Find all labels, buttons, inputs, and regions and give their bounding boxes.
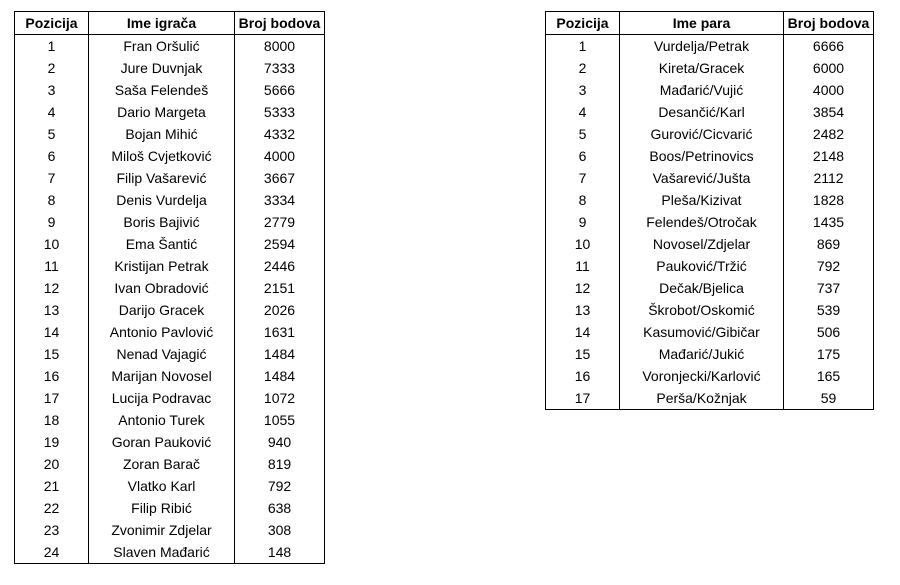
cell-name: Dečak/Bjelica <box>620 277 784 299</box>
table-row <box>15 343 325 365</box>
cell-position: 13 <box>546 299 620 321</box>
table-row <box>546 343 874 365</box>
cell-name: Pauković/Tržić <box>620 255 784 277</box>
col-header-pair-name: Ime para <box>620 12 784 35</box>
cell-position: 16 <box>546 365 620 387</box>
cell-position: 17 <box>546 387 620 410</box>
cell-points: 2151 <box>235 277 325 299</box>
table-row <box>15 387 325 409</box>
cell-name: Voronjecki/Karlović <box>620 365 784 387</box>
table-row <box>15 189 325 211</box>
col-header-position: Pozicija <box>546 12 620 35</box>
cell-name: Kireta/Gracek <box>620 57 784 79</box>
cell-name: Dario Margeta <box>89 101 235 123</box>
cell-points: 4000 <box>235 145 325 167</box>
cell-position: 11 <box>15 255 89 277</box>
cell-name: Lucija Podravac <box>89 387 235 409</box>
cell-position: 6 <box>15 145 89 167</box>
cell-name: Fran Oršulić <box>89 35 235 58</box>
cell-points: 2446 <box>235 255 325 277</box>
table-row <box>546 299 874 321</box>
pairs-ranking-table <box>545 11 874 410</box>
cell-points: 2779 <box>235 211 325 233</box>
cell-name: Ema Šantić <box>89 233 235 255</box>
cell-points: 1072 <box>235 387 325 409</box>
cell-points: 539 <box>784 299 874 321</box>
cell-points: 1055 <box>235 409 325 431</box>
table-row <box>546 57 874 79</box>
cell-points: 3854 <box>784 101 874 123</box>
cell-points: 792 <box>235 475 325 497</box>
cell-points: 5333 <box>235 101 325 123</box>
cell-points: 940 <box>235 431 325 453</box>
cell-position: 1 <box>15 35 89 58</box>
col-header-position: Pozicija <box>15 12 89 35</box>
cell-points: 2112 <box>784 167 874 189</box>
cell-name: Vurdelja/Petrak <box>620 35 784 58</box>
cell-name: Vlatko Karl <box>89 475 235 497</box>
players-table-body <box>15 35 325 564</box>
cell-position: 15 <box>15 343 89 365</box>
cell-points: 506 <box>784 321 874 343</box>
cell-points: 3334 <box>235 189 325 211</box>
cell-points: 1484 <box>235 343 325 365</box>
cell-position: 1 <box>546 35 620 58</box>
table-row <box>15 167 325 189</box>
cell-position: 15 <box>546 343 620 365</box>
cell-name: Škrobot/Oskomić <box>620 299 784 321</box>
cell-name: Goran Pauković <box>89 431 235 453</box>
cell-name: Bojan Mihić <box>89 123 235 145</box>
table-row <box>15 101 325 123</box>
cell-position: 7 <box>15 167 89 189</box>
cell-points: 148 <box>235 541 325 564</box>
cell-points: 638 <box>235 497 325 519</box>
table-row <box>15 321 325 343</box>
cell-position: 17 <box>15 387 89 409</box>
cell-points: 8000 <box>235 35 325 58</box>
cell-points: 1631 <box>235 321 325 343</box>
table-row <box>546 365 874 387</box>
cell-position: 22 <box>15 497 89 519</box>
cell-points: 1828 <box>784 189 874 211</box>
table-row <box>546 123 874 145</box>
cell-position: 3 <box>15 79 89 101</box>
col-header-player-name: Ime igrača <box>89 12 235 35</box>
cell-name: Zoran Barač <box>89 453 235 475</box>
pairs-table-body <box>546 35 874 410</box>
table-row <box>15 211 325 233</box>
cell-points: 2482 <box>784 123 874 145</box>
table-row <box>15 453 325 475</box>
cell-position: 20 <box>15 453 89 475</box>
cell-name: Jure Duvnjak <box>89 57 235 79</box>
table-row <box>15 123 325 145</box>
cell-points: 1435 <box>784 211 874 233</box>
cell-position: 16 <box>15 365 89 387</box>
table-row <box>546 255 874 277</box>
table-row <box>546 101 874 123</box>
cell-name: Desančić/Karl <box>620 101 784 123</box>
cell-position: 24 <box>15 541 89 564</box>
cell-points: 792 <box>784 255 874 277</box>
cell-position: 4 <box>15 101 89 123</box>
cell-name: Novosel/Zdjelar <box>620 233 784 255</box>
cell-position: 7 <box>546 167 620 189</box>
cell-position: 23 <box>15 519 89 541</box>
header-row <box>546 12 874 35</box>
table-row <box>15 57 325 79</box>
cell-name: Kasumović/Gibičar <box>620 321 784 343</box>
cell-position: 11 <box>546 255 620 277</box>
table-row <box>15 79 325 101</box>
cell-points: 59 <box>784 387 874 410</box>
cell-points: 165 <box>784 365 874 387</box>
cell-name: Perša/Kožnjak <box>620 387 784 410</box>
table-row <box>15 35 325 58</box>
cell-points: 869 <box>784 233 874 255</box>
cell-points: 3667 <box>235 167 325 189</box>
cell-name: Mađarić/Vujić <box>620 79 784 101</box>
table-row <box>15 497 325 519</box>
table-row <box>15 431 325 453</box>
cell-position: 10 <box>15 233 89 255</box>
cell-points: 737 <box>784 277 874 299</box>
col-header-points: Broj bodova <box>235 12 325 35</box>
table-row <box>15 519 325 541</box>
cell-points: 6666 <box>784 35 874 58</box>
table-row <box>546 79 874 101</box>
cell-position: 4 <box>546 101 620 123</box>
table-row <box>15 475 325 497</box>
cell-position: 6 <box>546 145 620 167</box>
table-row <box>546 233 874 255</box>
cell-points: 4000 <box>784 79 874 101</box>
table-row <box>546 387 874 410</box>
cell-name: Gurović/Cicvarić <box>620 123 784 145</box>
cell-points: 2594 <box>235 233 325 255</box>
cell-points: 7333 <box>235 57 325 79</box>
cell-position: 5 <box>546 123 620 145</box>
cell-name: Slaven Mađarić <box>89 541 235 564</box>
cell-name: Darijo Gracek <box>89 299 235 321</box>
cell-name: Kristijan Petrak <box>89 255 235 277</box>
cell-points: 308 <box>235 519 325 541</box>
players-ranking-table <box>14 11 325 564</box>
cell-position: 5 <box>15 123 89 145</box>
cell-name: Mađarić/Jukić <box>620 343 784 365</box>
cell-name: Marijan Novosel <box>89 365 235 387</box>
table-row <box>15 541 325 564</box>
cell-position: 12 <box>15 277 89 299</box>
table-row <box>546 145 874 167</box>
cell-points: 2026 <box>235 299 325 321</box>
table-row <box>546 189 874 211</box>
cell-position: 10 <box>546 233 620 255</box>
cell-points: 175 <box>784 343 874 365</box>
cell-position: 9 <box>15 211 89 233</box>
cell-position: 8 <box>546 189 620 211</box>
cell-position: 9 <box>546 211 620 233</box>
cell-position: 19 <box>15 431 89 453</box>
table-row <box>546 277 874 299</box>
cell-name: Antonio Turek <box>89 409 235 431</box>
cell-position: 2 <box>546 57 620 79</box>
cell-points: 819 <box>235 453 325 475</box>
cell-name: Antonio Pavlović <box>89 321 235 343</box>
cell-points: 5666 <box>235 79 325 101</box>
cell-position: 14 <box>546 321 620 343</box>
col-header-points: Broj bodova <box>784 12 874 35</box>
table-row <box>15 145 325 167</box>
cell-name: Boris Bajivić <box>89 211 235 233</box>
cell-name: Vašarević/Jušta <box>620 167 784 189</box>
cell-name: Filip Ribić <box>89 497 235 519</box>
cell-position: 14 <box>15 321 89 343</box>
cell-position: 18 <box>15 409 89 431</box>
table-row <box>15 365 325 387</box>
table-row <box>15 409 325 431</box>
cell-points: 2148 <box>784 145 874 167</box>
header-row <box>15 12 325 35</box>
cell-points: 4332 <box>235 123 325 145</box>
cell-name: Filip Vašarević <box>89 167 235 189</box>
cell-position: 21 <box>15 475 89 497</box>
table-row <box>546 211 874 233</box>
cell-name: Denis Vurdelja <box>89 189 235 211</box>
table-row <box>546 167 874 189</box>
cell-position: 12 <box>546 277 620 299</box>
cell-name: Boos/Petrinovics <box>620 145 784 167</box>
cell-position: 2 <box>15 57 89 79</box>
table-row <box>15 233 325 255</box>
cell-position: 8 <box>15 189 89 211</box>
table-row <box>15 277 325 299</box>
cell-points: 6000 <box>784 57 874 79</box>
cell-position: 13 <box>15 299 89 321</box>
cell-position: 3 <box>546 79 620 101</box>
table-row <box>15 255 325 277</box>
cell-name: Miloš Cvjetković <box>89 145 235 167</box>
table-row <box>15 299 325 321</box>
cell-name: Felendeš/Otročak <box>620 211 784 233</box>
table-row <box>546 321 874 343</box>
cell-name: Nenad Vajagić <box>89 343 235 365</box>
cell-name: Zvonimir Zdjelar <box>89 519 235 541</box>
cell-name: Saša Felendeš <box>89 79 235 101</box>
cell-name: Ivan Obradović <box>89 277 235 299</box>
cell-points: 1484 <box>235 365 325 387</box>
table-row <box>546 35 874 58</box>
cell-name: Pleša/Kizivat <box>620 189 784 211</box>
